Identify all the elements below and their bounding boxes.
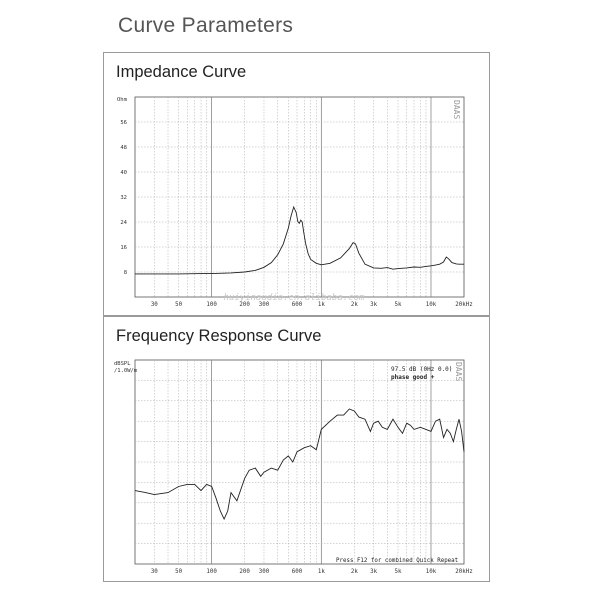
- y-tick-label: 8: [123, 270, 127, 276]
- frequency-title: Frequency Response Curve: [116, 327, 322, 345]
- x-tick-label: 100: [206, 302, 217, 308]
- impedance-panel: [103, 52, 490, 316]
- x-tick-label: 30: [150, 302, 158, 308]
- x-tick-label: 600: [291, 569, 303, 575]
- impedance-unit-label: Ohm: [117, 97, 127, 103]
- x-tick-label: 100: [206, 569, 217, 575]
- frequency-grid: [135, 360, 464, 564]
- impedance-daas-watermark: DAAS: [452, 100, 461, 120]
- x-tick-label: 10k: [425, 302, 437, 308]
- frequency-info-line: 97.5 dB (0Hz 0.0): [391, 366, 453, 373]
- x-tick-label: 5k: [394, 569, 402, 575]
- impedance-chart: [104, 53, 489, 315]
- x-tick-label: 50: [175, 569, 183, 575]
- x-tick-label: 30: [150, 569, 158, 575]
- x-tick-label: 2k: [350, 302, 358, 308]
- page-title: Curve Parameters: [118, 14, 294, 37]
- y-tick-label: 40: [120, 170, 127, 176]
- x-tick-label: 50: [175, 302, 183, 308]
- x-tick-label: 5k: [394, 302, 402, 308]
- y-tick-label: 32: [120, 195, 127, 201]
- frequency-daas-watermark: DAAS: [454, 362, 463, 382]
- frequency-panel: [103, 316, 490, 582]
- y-tick-label: 56: [120, 120, 127, 126]
- x-tick-label: 3k: [370, 302, 378, 308]
- x-tick-label: 1k: [317, 302, 325, 308]
- y-tick-label: 48: [120, 145, 127, 151]
- impedance-title: Impedance Curve: [116, 63, 247, 81]
- impedance-site-watermark: huiyinaudio.en.alibaba.com: [223, 293, 365, 303]
- x-tick-label: 300: [258, 302, 270, 308]
- frequency-unit-label-1: dBSPL: [114, 361, 131, 367]
- x-tick-label: 20kHz: [455, 302, 473, 308]
- x-tick-label: 200: [239, 302, 250, 308]
- x-tick-label: 10k: [425, 569, 437, 575]
- y-tick-label: 24: [120, 220, 127, 226]
- frequency-unit-label-2: /1.0W/m: [114, 368, 138, 374]
- x-tick-label: 2k: [350, 569, 358, 575]
- frequency-chart: [104, 317, 489, 581]
- x-tick-label: 20kHz: [455, 569, 473, 575]
- x-tick-label: 1k: [317, 569, 325, 575]
- x-tick-label: 600: [291, 302, 303, 308]
- x-tick-label: 300: [258, 569, 270, 575]
- y-tick-label: 16: [120, 245, 127, 251]
- x-tick-label: 3k: [370, 569, 378, 575]
- impedance-series-line: [135, 207, 464, 274]
- frequency-bottom-note: Press F12 for combined Quick Repeat: [336, 558, 459, 564]
- x-tick-label: 200: [239, 569, 250, 575]
- frequency-phase-line: phase good +: [391, 374, 435, 381]
